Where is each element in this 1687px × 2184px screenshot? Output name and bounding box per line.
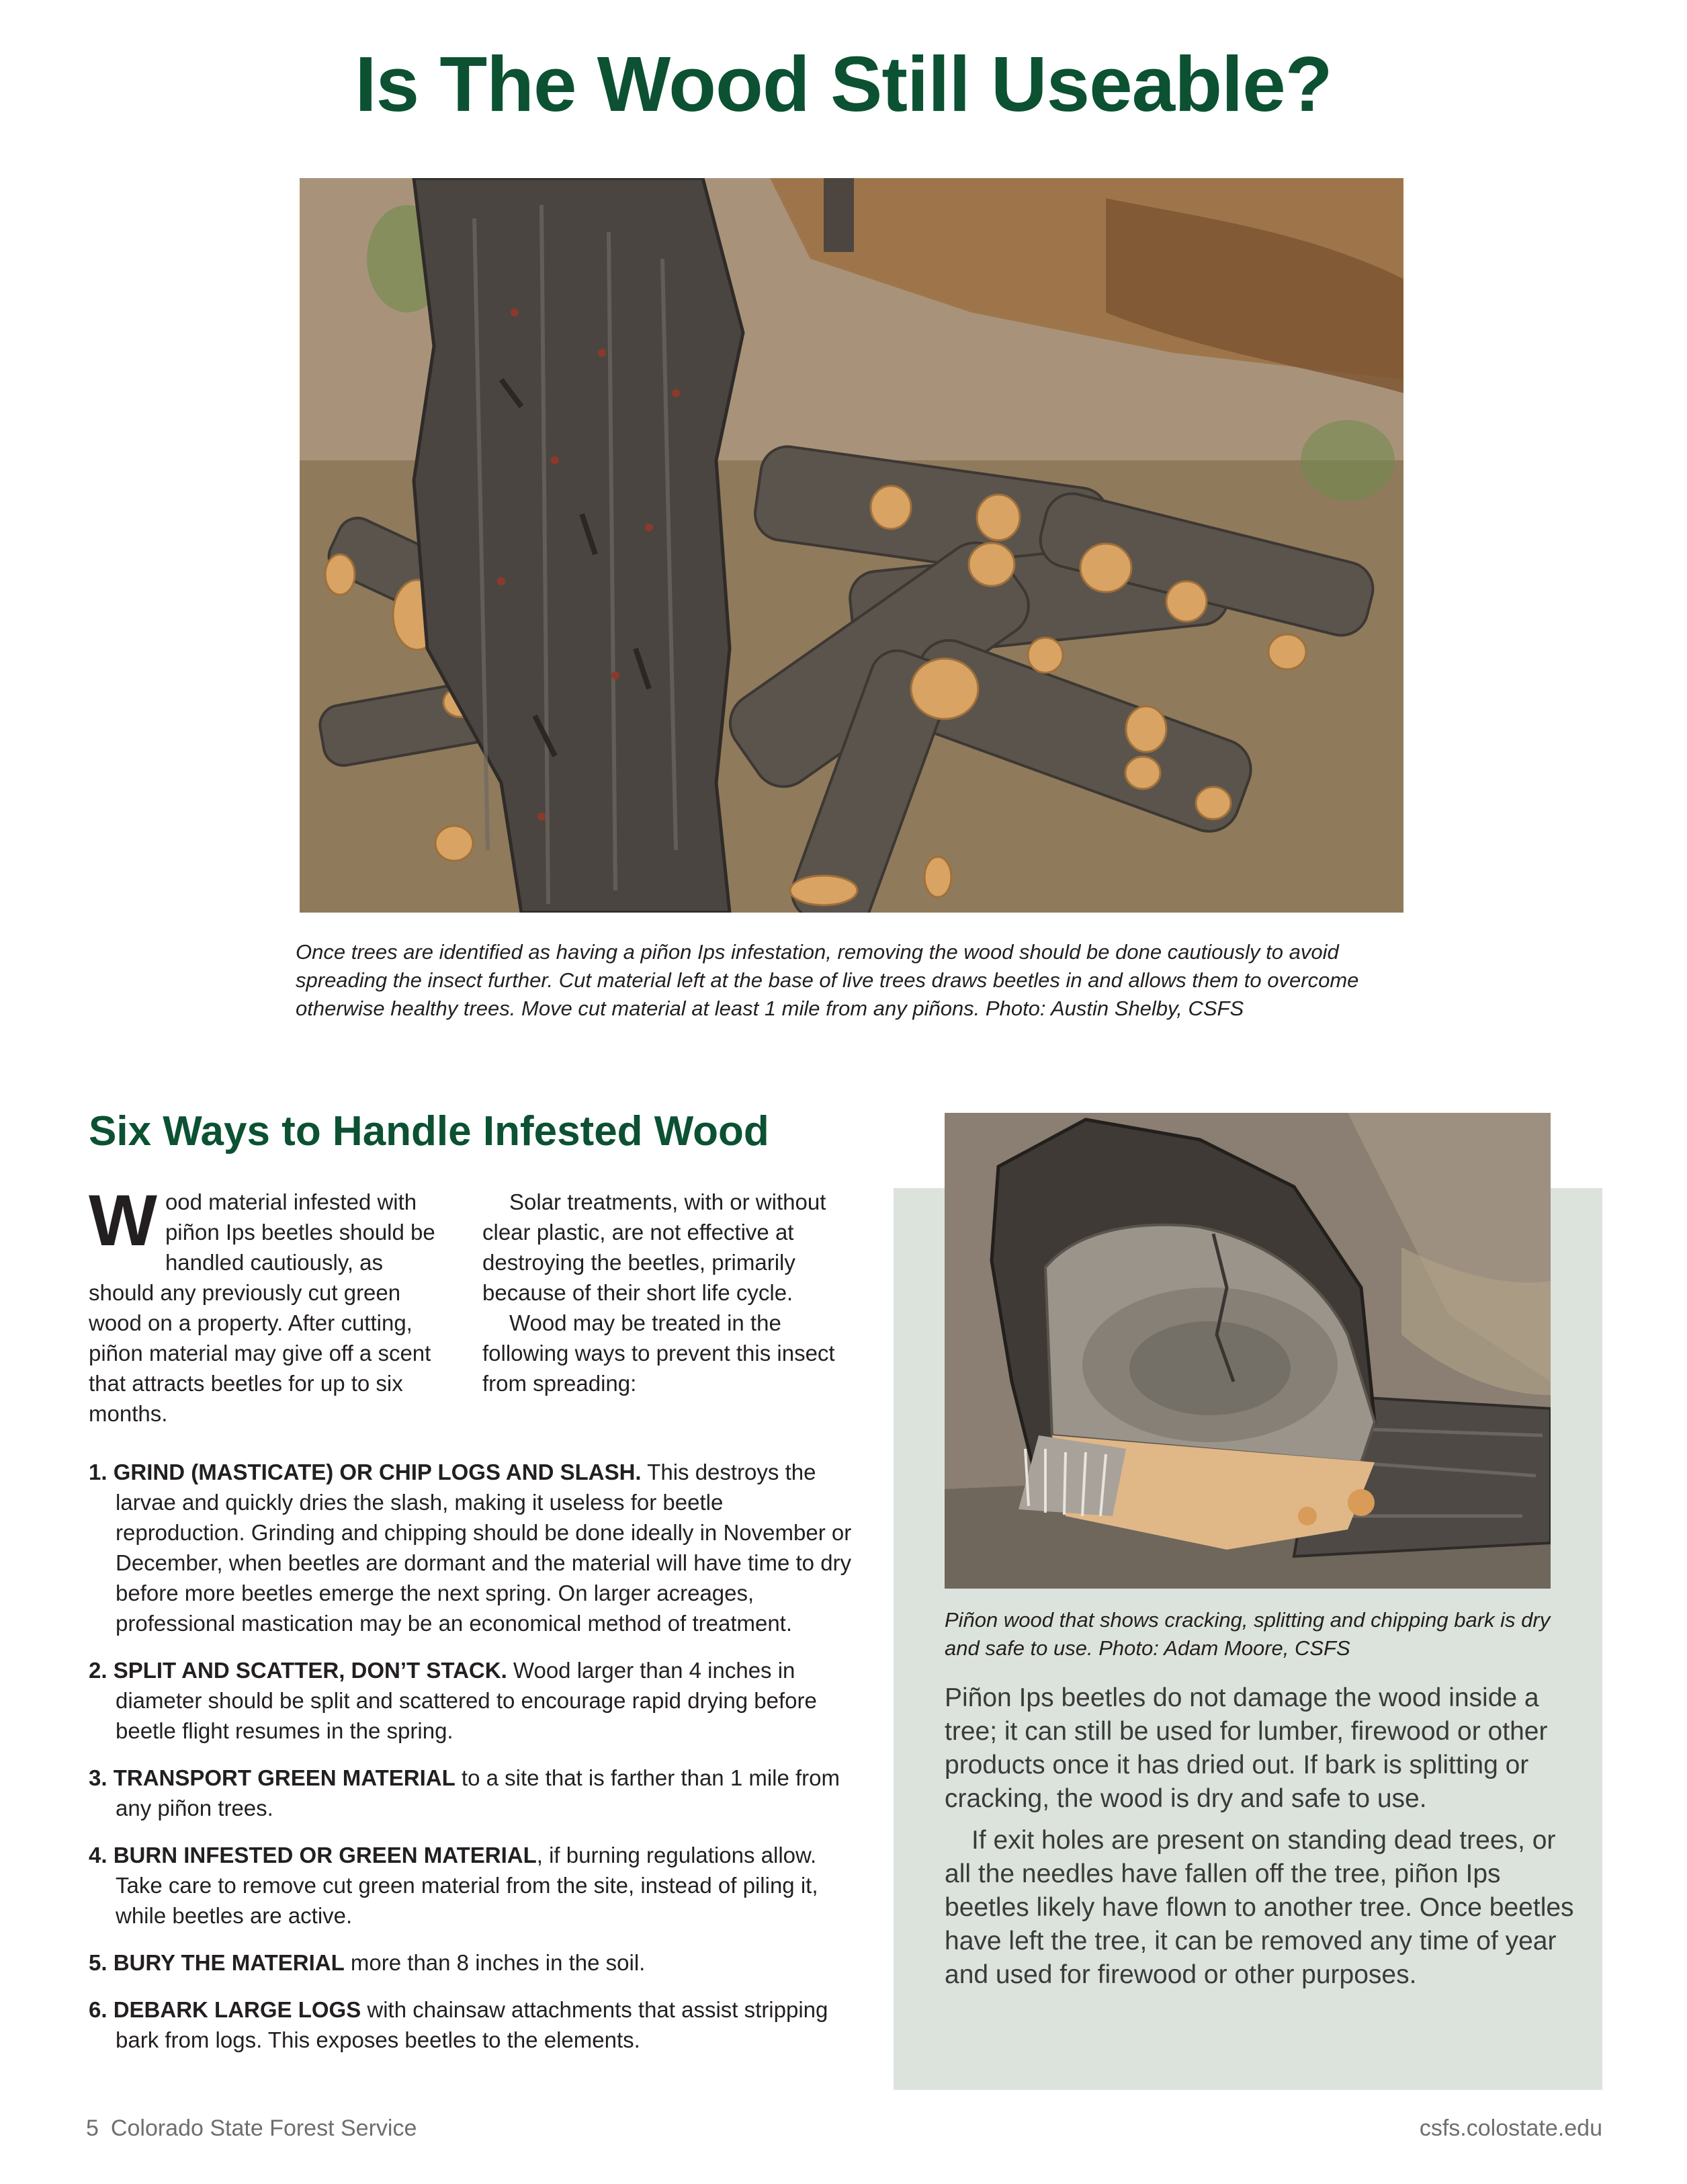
intro-paragraph-2: Solar treatments, with or without clear plastic, are not effective at destroying the beetles, primarily because of their short life cycle. xyxy=(482,1189,826,1305)
list-item xyxy=(89,1457,855,1638)
page-title: Is The Wood Still Useable? xyxy=(355,40,1332,128)
sidebar-paragraph-1: Piñon Ips beetles do not damage the wood inside a tree; it can still be used for lumber, firewood or other products once it has dried out. If bark is splitting or cracking, the wood is dry and safe to use. xyxy=(945,1683,1548,1813)
intro-paragraph-1 xyxy=(89,1179,451,1429)
intro-column-left xyxy=(89,1179,451,1429)
wood-pile-illustration xyxy=(300,178,1403,913)
intro-paragraph-1-text: ood material infested with piñon Ips beetles should be handled cautiously, as should any previously cut green wood on a property. After cutting, piñon material may give off a scent that attracts beetles for up to six months. xyxy=(89,1189,435,1426)
photo-caption: Once trees are identified as having a piñon Ips infestation, removing the wood should be done cautiously to avoid spreading the insect further. Cut material left at the base of live trees draws beetles in and allows them to overcome otherwise healthy trees. Move cut material at least 1 mile from any piñons. Photo: Austin Shelby, CSFS xyxy=(296,940,1359,1020)
list-item xyxy=(89,1994,855,2055)
item-number: 2. xyxy=(89,1658,107,1683)
item-text: more than 8 inches in the soil. xyxy=(344,1950,646,1975)
item-heading: GRIND (MASTICATE) OR CHIP LOGS AND SLASH. xyxy=(113,1460,642,1484)
list-item xyxy=(89,1763,855,1823)
intro-column-right xyxy=(482,1187,838,1398)
section-title: Six Ways to Handle Infested Wood xyxy=(89,1108,769,1154)
wood-pile-photo xyxy=(300,178,1403,913)
item-number: 1. xyxy=(89,1460,107,1484)
item-text: to a site that is farther than 1 mile from any piñon trees. xyxy=(116,1765,840,1820)
item-number: 3. xyxy=(89,1765,107,1790)
item-text: Wood larger than 4 inches in diameter should be split and scattered to encourage rapid drying before beetle flight resumes in the spring. xyxy=(116,1658,817,1743)
treatment-list xyxy=(89,1457,855,2072)
footer-left xyxy=(86,2115,417,2142)
split-log-photo xyxy=(945,1113,1551,1589)
item-heading: BURN INFESTED OR GREEN MATERIAL xyxy=(113,1843,537,1867)
footer-url: csfs.colostate.edu xyxy=(1419,2115,1602,2141)
item-number: 6. xyxy=(89,1997,107,2022)
item-heading: TRANSPORT GREEN MATERIAL xyxy=(113,1765,456,1790)
sidebar-text xyxy=(945,1681,1576,2000)
item-number: 4. xyxy=(89,1843,107,1867)
item-number: 5. xyxy=(89,1950,107,1975)
footer-org: Colorado State Forest Service xyxy=(110,2115,417,2141)
intro-paragraph-3: Wood may be treated in the following ways to prevent this insect from spreading: xyxy=(482,1310,835,1396)
item-heading: SPLIT AND SCATTER, DON’T STACK. xyxy=(113,1658,507,1683)
list-item xyxy=(89,1947,855,1978)
sidebar-paragraph-2: If exit holes are present on standing dead trees, or all the needles have fallen off the tree, piñon Ips beetles likely have flown to another tree. Once beetles have left the tree, it can be removed any time of year and used for firewood or other purposes. xyxy=(945,1826,1574,1989)
list-item xyxy=(89,1840,855,1931)
list-item xyxy=(89,1655,855,1746)
drop-cap: W xyxy=(89,1179,157,1261)
page-number: 5 xyxy=(86,2115,99,2141)
item-text: , if burning regulations allow. Take care to remove cut green material from the site, instead of piling it, while beetles are active. xyxy=(116,1843,818,1928)
item-heading: BURY THE MATERIAL xyxy=(113,1950,345,1975)
sidebar-photo-caption: Piñon wood that shows cracking, splitting and chipping bark is dry and safe to use. Photo: Adam Moore, CSFS xyxy=(945,1608,1551,1660)
item-heading: DEBARK LARGE LOGS xyxy=(113,1997,361,2022)
split-log-illustration xyxy=(945,1113,1551,1589)
item-text: with chainsaw attachments that assist stripping bark from logs. This exposes beetles to the elements. xyxy=(116,1997,828,2052)
item-text: This destroys the larvae and quickly dries the slash, making it useless for beetle reproduction. Grinding and chipping should be done ideally in November or December, when beetles are dormant and the material will have time to dry before more beetles emerge the next spring. On larger acreages, professional mastication may be an economical method of treatment. xyxy=(116,1460,852,1636)
